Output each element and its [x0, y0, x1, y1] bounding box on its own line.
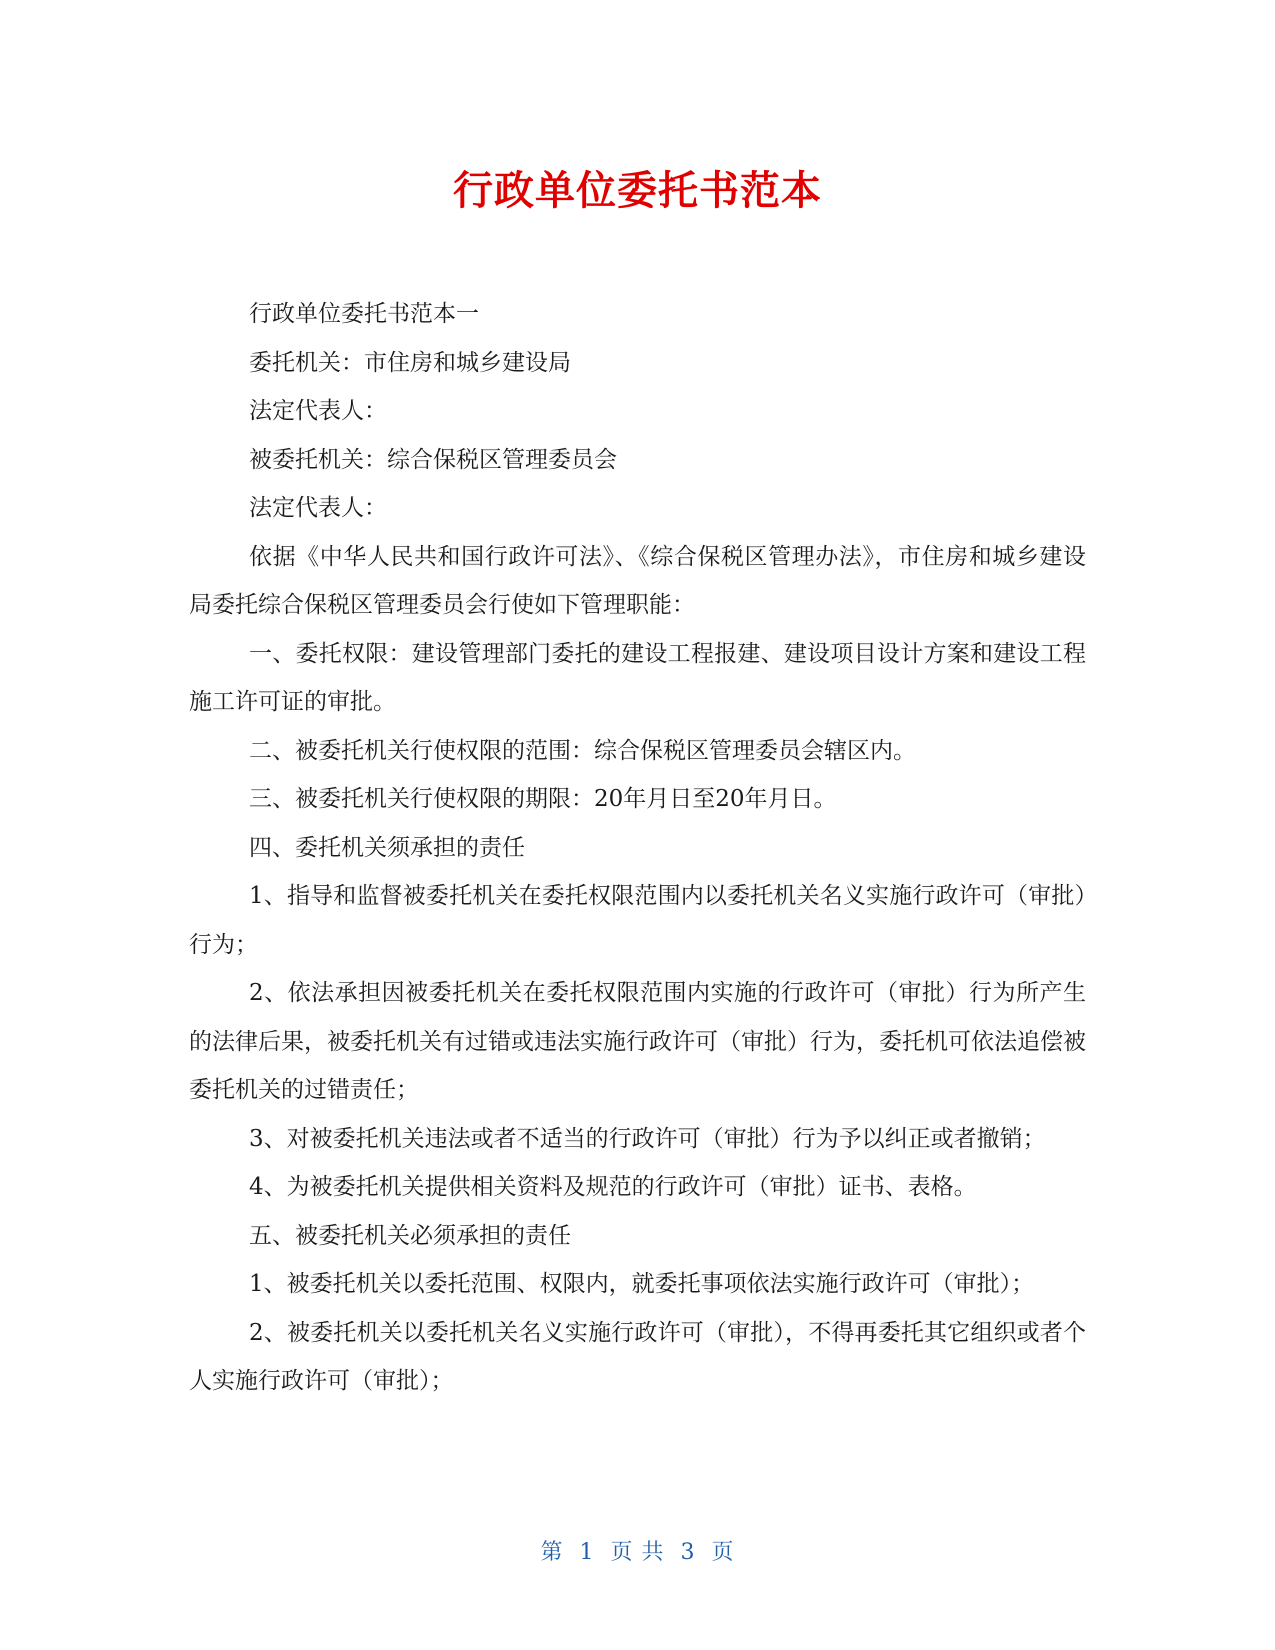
- document-title: 行政单位委托书范本: [453, 168, 822, 214]
- current-page-number: 1: [579, 1540, 595, 1565]
- page-footer: [0, 1535, 1275, 1566]
- paragraph: 2、依法承担因被委托机关在委托权限范围内实施的行政许可（审批）行为所产生的法律后果，被委托机关有过错或违法实施行政许可（审批）行为，委托机可依法追偿被委托机关的过错责任；: [189, 980, 1086, 1103]
- page-label-prefix: 第: [540, 1540, 564, 1565]
- page-label-suffix: 页: [711, 1540, 735, 1565]
- page-label-mid: 页 共: [610, 1540, 665, 1565]
- paragraph: 1、被委托机关以委托范围、权限内，就委托事项依法实施行政许可（审批）；: [249, 1271, 1035, 1297]
- paragraph: 四、委托机关须承担的责任: [249, 834, 525, 861]
- paragraph: 1、指导和监督被委托机关在委托权限范围内以委托机关名义实施行政许可（审批）行为；: [189, 883, 1086, 958]
- paragraph: 法定代表人：: [249, 398, 387, 424]
- paragraph: 3、对被委托机关违法或者不适当的行政许可（审批）行为予以纠正或者撤销；: [249, 1125, 1046, 1152]
- paragraph: 法定代表人：: [249, 495, 387, 521]
- paragraph: 一、委托权限：建设管理部门委托的建设工程报建、建设项目设计方案和建设工程施工许可证的审批。: [189, 640, 1086, 715]
- paragraph: 五、被委托机关必须承担的责任: [249, 1222, 571, 1249]
- paragraph: 2、被委托机关以委托机关名义实施行政许可（审批），不得再委托其它组织或者个人实施行政许可（审批）；: [189, 1319, 1086, 1394]
- paragraph: 依据《中华人民共和国行政许可法》、《综合保税区管理办法》，市住房和城乡建设局委托综合保税区管理委员会行使如下管理职能：: [189, 543, 1086, 618]
- paragraph: 委托机关：市住房和城乡建设局: [249, 349, 571, 376]
- paragraph: 三、被委托机关行使权限的期限：20年月日至20年月日。: [249, 786, 837, 812]
- paragraph: 二、被委托机关行使权限的范围：综合保税区管理委员会辖区内。: [249, 737, 916, 764]
- paragraph: 被委托机关：综合保税区管理委员会: [249, 446, 617, 473]
- paragraph: 4、为被委托机关提供相关资料及规范的行政许可（审批）证书、表格。: [249, 1174, 977, 1200]
- paragraph: 行政单位委托书范本一: [249, 301, 479, 327]
- total-pages-number: 3: [680, 1540, 696, 1565]
- document-body: [189, 290, 1086, 1406]
